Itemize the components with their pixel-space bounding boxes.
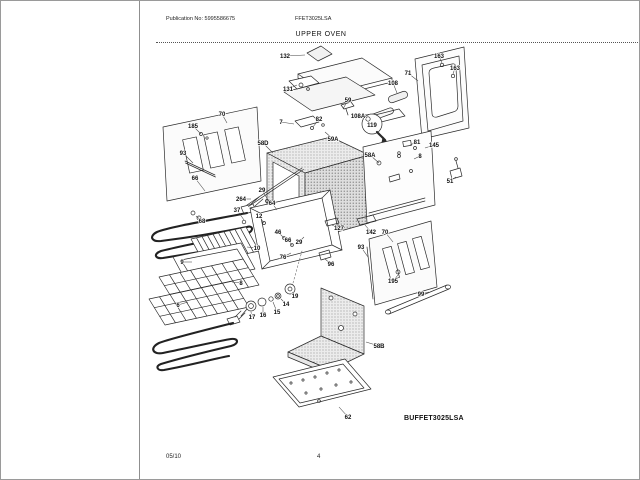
part-label-29: 29 [258, 188, 266, 194]
part-label-10: 10 [253, 246, 261, 252]
clip-68-icon [191, 211, 195, 215]
part-label-132: 132 [279, 54, 291, 60]
bracket-51-icon [450, 168, 462, 179]
part-label-8: 8 [418, 154, 422, 160]
part-label-14: 14 [282, 302, 290, 308]
part-label-163: 163 [449, 66, 461, 72]
part-label-6: 6 [176, 303, 180, 309]
part-label-70: 70 [381, 230, 389, 236]
part-label-16: 16 [259, 313, 267, 319]
part-label-46: 46 [274, 230, 282, 236]
part-label-131: 131 [282, 87, 294, 93]
part-label-82: 82 [315, 117, 323, 123]
part-label-99: 99 [417, 292, 425, 298]
part-label-59: 59 [344, 98, 352, 104]
part-label-66: 66 [284, 238, 292, 244]
leader-line [281, 122, 294, 124]
part-label-264: 264 [235, 197, 247, 203]
publication-number: Publication No: 5995586675 [166, 16, 236, 22]
part-label-9: 9 [180, 260, 184, 266]
diagram-watermark: BUFFET3025LSA [404, 415, 464, 422]
part-label-119: 119 [367, 123, 377, 129]
part-label-195: 195 [387, 279, 399, 285]
parts-diagram [1, 1, 640, 480]
part-label-108: 108 [387, 81, 399, 87]
part-label-7: 7 [279, 120, 283, 126]
part-label-142: 142 [365, 230, 377, 236]
part-label-8: 8 [239, 281, 243, 287]
part-label-163: 163 [433, 54, 445, 60]
screw-37-icon [242, 220, 246, 224]
part-label-59A: 59A [327, 137, 339, 143]
bottom-panel [273, 359, 371, 407]
part-label-76: 76 [279, 255, 287, 261]
part-label-58B: 58B [373, 344, 385, 350]
part-label-96: 96 [327, 262, 335, 268]
part-label-64: 64 [268, 201, 276, 207]
part-label-93: 93 [179, 151, 187, 157]
part-label-58A: 58A [364, 153, 376, 159]
left-rear-panel [163, 107, 261, 201]
part-label-70: 70 [218, 112, 226, 118]
part-label-66: 66 [191, 176, 199, 182]
part-label-12: 12 [255, 214, 263, 220]
footer-page-number: 4 [317, 454, 321, 460]
part-label-145: 145 [428, 143, 440, 149]
oven-front-frame [250, 190, 342, 269]
part-label-127: 127 [333, 226, 345, 232]
section-title: UPPER OVEN [295, 31, 347, 38]
top-insulation-panel [284, 46, 392, 111]
part-label-81: 81 [413, 140, 421, 146]
part-label-71: 71 [404, 71, 412, 77]
right-side-panel [415, 47, 469, 139]
part-label-51: 51 [446, 179, 454, 185]
part-label-62: 62 [344, 415, 352, 421]
part-label-108A: 108A [350, 114, 366, 120]
part-label-68: 68 [198, 219, 206, 225]
part-label-58D: 58D [257, 141, 269, 147]
part-label-17: 17 [248, 315, 256, 321]
model-number: FFET3025LSA [295, 16, 332, 22]
bottom-l-panel [288, 288, 364, 375]
part-label-29: 29 [295, 240, 303, 246]
rear-panel [363, 131, 462, 223]
part-label-37: 37 [233, 208, 241, 214]
footer-date: 05/10 [166, 454, 182, 460]
part-label-19: 19 [291, 294, 299, 300]
part-label-93: 93 [357, 245, 365, 251]
part-label-15: 15 [273, 310, 281, 316]
part-label-185: 185 [187, 124, 199, 130]
